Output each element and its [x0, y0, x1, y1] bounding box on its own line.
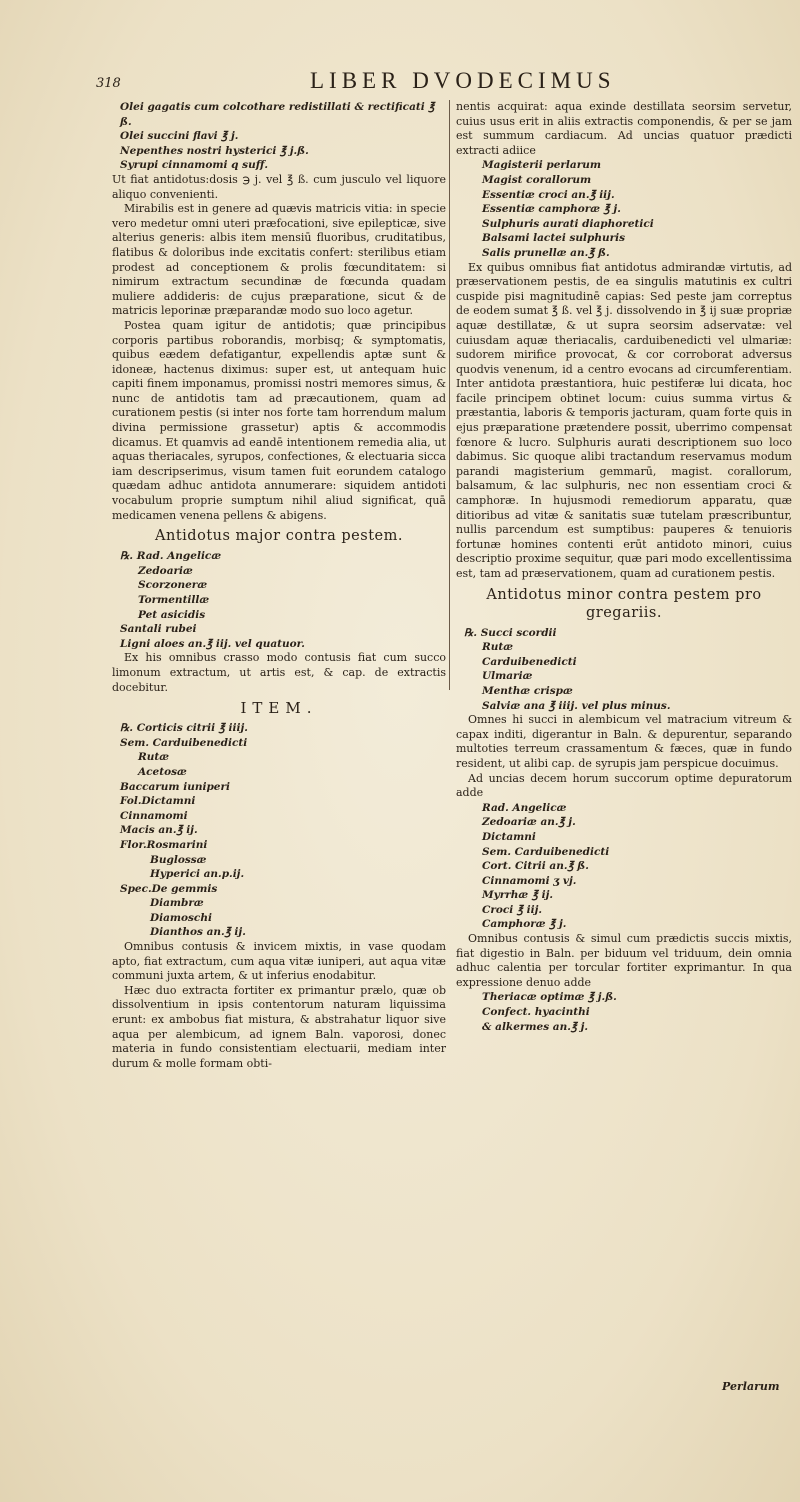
- recipe-ingredient: Nepenthes nostri hysterici ℥ j.ß.: [120, 144, 309, 157]
- text-paragraph: Ad uncias decem horum succorum optime depuratorum adde: [456, 771, 792, 800]
- text-paragraph: Omnes hi succi in alembicum vel matracium vitreum & capax inditi, digerantur in Baln. & depurentur, separando multoties terreum crassamentum & fæces, quæ in fundo resident, ut alibi cap. de syrupis jam perspicue docuimus.: [456, 713, 792, 770]
- recipe-ingredient: Diamoschi: [150, 911, 212, 924]
- recipe-ingredient: Ulmariæ: [482, 670, 533, 683]
- recipe-ingredient: Sem. Carduibenedicti: [482, 845, 610, 858]
- text-paragraph: Ut fiat antidotus:dosis ℈ j. vel ℥ ß. cum jusculo vel liquore aliquo convenienti.: [112, 172, 446, 201]
- section-heading: ITEM.: [240, 699, 318, 718]
- recipe-ingredient: Fol.Dictamni: [120, 795, 196, 808]
- text-paragraph: Ex his omnibus crasso modo contusis fiat cum succo limonum extractum, ut artis est, & cap. de extractis docebitur.: [112, 651, 446, 694]
- text-paragraph: Omnibus contusis & invicem mixtis, in vase quodam apto, fiat extractum, cum aqua vitæ iuniperi, aut aqua vitæ communi juxta artem, & ut inferius enodabitur.: [112, 940, 446, 983]
- recipe-ingredient: Scorzoneræ: [138, 579, 208, 592]
- text-paragraph: Mirabilis est in genere ad quævis matricis vitia: in specie vero medetur omni uteri præfocationi, sive epilepticæ, sive alterius generis: albis item mensiū fluoribus, cruditatibus, flatibus & doloribus inde excitatis confert: sterilibus etiam prodest ad conceptionem & prolis fœcunditatem: si nimirum extractum secundinæ de fœcunda quadam muliere addideris: de cujus præparatione, sicut & de matricis leporinæ præparandæ modo suo loco agetur.: [112, 202, 446, 318]
- recipe-ingredient: Cort. Citrii an.℥ ß.: [482, 860, 589, 873]
- recipe-ingredient: Pet asicidis: [138, 608, 206, 621]
- recipe-ingredient: Olei succini flavi ℥ j.: [120, 130, 239, 143]
- recipe-ingredient: Essentiæ croci an.℥ iij.: [482, 188, 615, 201]
- recipe-ingredient: Dictamni: [482, 830, 536, 843]
- recipe-ingredient: Essentiæ camphoræ ℥ j.: [482, 203, 621, 216]
- recipe-ingredient: Theriacæ optimæ ℥ j.ß.: [482, 991, 617, 1004]
- recipe-ingredient: Confect. hyacinthi: [482, 1006, 590, 1019]
- recipe-ingredient: Sem. Carduibenedicti: [120, 736, 248, 749]
- page-header: [96, 68, 746, 102]
- recipe-ingredient: ℞. Corticis citrii ℥ iiij.: [120, 722, 248, 735]
- recipe-ingredient: Rutæ: [138, 751, 169, 764]
- recipe-ingredient: Dianthos an.℥ ij.: [150, 926, 246, 939]
- recipe-ingredient: Macis an.℥ ij.: [120, 824, 198, 837]
- recipe-ingredient: Cinnamomi: [120, 809, 188, 822]
- text-paragraph: Ex quibus omnibus fiat antidotus admirandæ virtutis, ad præservationem pestis, de ea singulis matutinis ex cultri cuspide pisi magnitudinē capias: Sed peste jam correptus de eodem sumat ℥ ß. vel ℥ j. dissolvendo in ℥ ij suæ propriæ aquæ destillatæ, & ut supra seorsim adservatæ: vel cuiusdam aquæ theriacalis, carduibenedicti vel ulmariæ: sudorem mirifice provocat, & cor corroborat adversus quodvis venenum, id a centro evocans ad circumferentiam. Inter antidota præstantiora, huic pestiferæ lui dicata, hoc facile principem obtinet locum: cuius summa virtus & præstantia, laboris & temporis jacturam, quam forte quis in ejus præparatione prætendere possit, uberrimo compensat fœnore & lucro. Sulphuris aurati descriptionem suo loco dabimus. Sic quoque alibi tractandum reservamus modum parandi magisterium gemmarū, magist. corallorum, balsamum, & lac sulphuris, nec non essentiam croci & camphoræ. In hujusmodi remediorum apparatu, quæ ditioribus ad vitæ & sanitatis suæ tutelam præscribuntur, nullis parcendum est sumptibus: pauperes & tenuioris fortunæ homines contenti erūt antidoto minori, cuius descriptio proxime sequitur, quæ pari modo excellentissima est, tam ad præservationem, quam ad curationem pestis.: [456, 260, 792, 580]
- recipe-ingredient: Magisterii perlarum: [482, 159, 601, 172]
- recipe-ingredient: & alkermes an.℥ j.: [482, 1020, 589, 1033]
- text-paragraph: Hæc duo extracta fortiter ex primantur prælo, quæ ob dissolventium in ipsis contentorum naturam liquissima erunt: ex ambobus fiat mistura, & abstrahatur liquor sive aqua per alembicum, ad ignem Baln. vaporosi, donec materia in fundo consistentiam electuarii, mediam inter durum & molle formam obti-: [112, 983, 446, 1070]
- recipe-ingredient: Zedoariæ an.℥ j.: [482, 816, 576, 829]
- recipe-ingredient: Santali rubei: [120, 623, 197, 636]
- recipe-ingredient: Balsami lactei sulphuris: [482, 232, 626, 245]
- recipe-ingredient: Tormentillæ: [138, 594, 210, 606]
- recipe-ingredient: Flor.Rosmarini: [120, 838, 208, 851]
- recipe-ingredient: Hyperici an.p.ij.: [150, 868, 245, 881]
- recipe-ingredient: Salis prunellæ an.℥ ß.: [482, 246, 610, 259]
- text-paragraph: Omnibus contusis & simul cum prædictis succis mixtis, fiat digestio in Baln. per biduum vel triduum, dein omnia adhuc calentia per torcular fortiter exprimantur. In qua expressione denuo adde: [456, 932, 792, 989]
- recipe-ingredient: Spec.De gemmis: [120, 882, 218, 895]
- section-heading: Antidotus major contra pestem.: [155, 528, 403, 545]
- recipe-ingredient: Olei gagatis cum colcothare redistillati & rectificati ℥ ß.: [120, 101, 435, 128]
- recipe-ingredient: Menthæ crispæ: [482, 684, 573, 697]
- recipe-ingredient: Croci ℥ iij.: [482, 903, 543, 916]
- running-title: LIBER DVODECIMUS: [310, 68, 616, 93]
- recipe-ingredient: Carduibenedicti: [482, 655, 577, 668]
- recipe-ingredient: Ligni aloes an.℥ iij. vel quatuor.: [120, 637, 305, 650]
- recipe-ingredient: Zedoariæ: [138, 564, 193, 577]
- text-paragraph: nentis acquirat: aqua exinde destillata seorsim servetur, cuius usus erit in aliis extractis componendis, & per se jam est summum cardiacum. Ad uncias quatuor prædicti extracti adiice: [456, 100, 792, 157]
- recipe-ingredient: Magist corallorum: [482, 173, 592, 186]
- column-rule: [449, 100, 450, 690]
- recipe-ingredient: Buglossæ: [150, 853, 207, 866]
- recipe-ingredient: Cinnamomi ʒ vj.: [482, 874, 577, 887]
- catchword: Perlarum: [722, 1380, 780, 1393]
- recipe-ingredient: Salviæ ana ℥ iiij. vel plus minus.: [482, 699, 671, 712]
- recipe-ingredient: Myrrhæ ℥ ij.: [482, 889, 554, 902]
- recipe-ingredient: Diambræ: [150, 897, 204, 910]
- recipe-ingredient: ℞. Rad. Angelicæ: [120, 550, 222, 563]
- recipe-ingredient: Acetosæ: [138, 765, 187, 778]
- recipe-ingredient: Rad. Angelicæ: [482, 801, 567, 814]
- recipe-ingredient: ℞. Succi scordii: [464, 626, 557, 639]
- page-number: 318: [96, 76, 121, 91]
- text-paragraph: Postea quam igitur de antidotis; quæ principibus corporis partibus roborandis, morbisq; & symptomatis, quibus eædem defatigantur, expellendis aptæ sunt & idoneæ, hactenus diximus: super est, ut antequam huic capiti finem imponamus, promissi nostri memores simus, & nunc de antidotis tam ad præcautionem, quam ad curationem pestis (si inter nos forte tam horrendum malum divina permissione grassetur) aptis & accommodis dicamus. Et quamvis ad eandē intentionem remedia alia, ut aquas theriacales, syrupos, confectiones, & electuaria sicca iam descripserimus, visum tamen fuit eorundem catalogo quædam adhuc antidota annumerare: siquidem antidoti vocabulum proprie sumptum nihil aliud significat, quā medicamen venena pellens & abigens.: [112, 318, 446, 522]
- section-heading: Antidotus minor contra pestem pro gregariis.: [486, 586, 762, 621]
- right-column: [456, 100, 792, 1034]
- recipe-ingredient: Baccarum iuniperi: [120, 780, 230, 793]
- recipe-ingredient: Camphoræ ℥ j.: [482, 918, 567, 931]
- left-column: [112, 100, 446, 1071]
- recipe-ingredient: Syrupi cinnamomi q suff.: [120, 159, 269, 172]
- recipe-ingredient: Rutæ: [482, 641, 513, 654]
- recipe-ingredient: Sulphuris aurati diaphoretici: [482, 217, 654, 230]
